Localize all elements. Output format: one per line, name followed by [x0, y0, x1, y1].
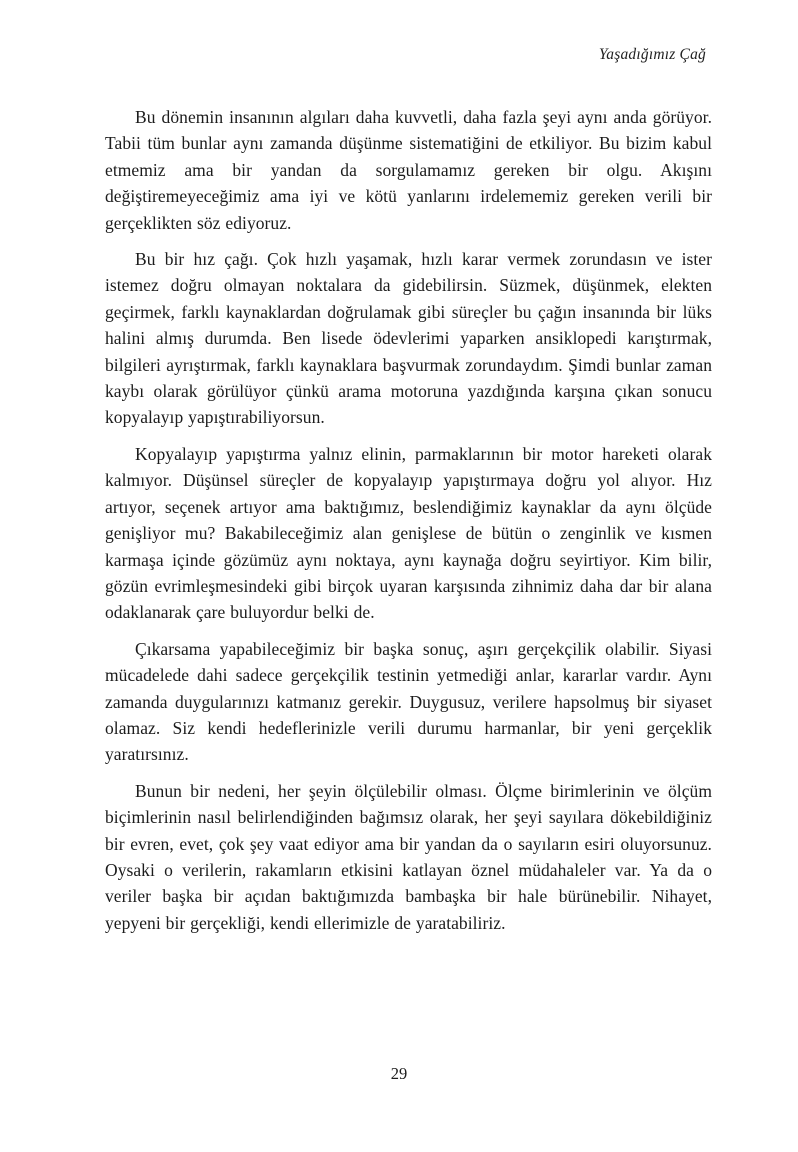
running-header: Yaşadığımız Çağ: [598, 46, 706, 63]
paragraph-4: Çıkarsama yapabileceğimiz bir başka sonuç, aşırı gerçekçilik olabilir. Siyasi mücadelede dahi sadece gerçekçilik testinin yetmediği anlar, kararlar vardır. Aynı zamanda duygularınızı katmanız gerekir. Duygusuz, verilere hapsolmuş bir siyaset olamaz. Siz kendi hedeflerinizle verili durumu harmanlar, bir yeni gerçeklik yaratırsınız.: [105, 638, 712, 765]
paragraph-5: Bunun bir nedeni, her şeyin ölçülebilir olması. Ölçme birimlerinin ve ölçüm biçimlerinin nasıl belirlendiğinden bağımsız olarak, her şeyi sayılara dökebildiğiniz bir evren, evet, çok şey vaat ediyor ama bir yandan da o sayıların esiri oluyorsunuz. Oysaki o verilerin, rakamların etkisini katlayan öznel müdahaleler var. Ya da o veriler başka bir açıdan baktığımızda bambaşka bir hale bürünebilir. Nihayet, yepyeni bir gerçekliği, kendi ellerimizle de yaratabiliriz.: [105, 780, 712, 933]
paragraph-1: Bu dönemin insanının algıları daha kuvvetli, daha fazla şeyi aynı anda görüyor. Tabii tüm bunlar aynı zamanda düşünme sistematiğini de etkiliyor. Bu bizim kabul etmemiz ama bir yandan da sorgulamamız gereken bir olgu. Akışını değiştiremeyeceğimiz ama iyi ve kötü yanlarını irdelememiz gereken verili bir gerçeklikten söz ediyoruz.: [105, 107, 712, 233]
paragraph-2: Bu bir hız çağı. Çok hızlı yaşamak, hızlı karar vermek zorundasın ve ister istemez doğru olmayan noktalara da gidebilirsin. Süzmek, düşünmek, elekten geçirmek, farklı kaynaklardan doğrulamak gibi süreçler bu çağın insanında bir lüks halini almış durumda. Ben lisede ödevlerimi yaparken ansiklopedi karıştırmak, bilgileri ayrıştırmak, farklı kaynaklara başvurmak zorundaydım. Şimdi bunlar zaman kaybı olarak görülüyor çünkü arama motoruna yazdığında karşına çıkan sonucu kopyalayıp yapıştırabiliyorsun.: [105, 249, 712, 428]
paragraph-3: Kopyalayıp yapıştırma yalnız elinin, parmaklarının bir motor hareketi olarak kalmıyor. Düşünsel süreçler de kopyalayıp yapıştırmaya doğru yol alıyor. Hız artıyor, seçenek artıyor ama baktığımız, beslendiğimiz kaynaklar da aynı ölçüde genişliyor mu? Bakabileceğimiz alan genişlese de bütün o zenginlik ve kısmen karmaşa içinde gözümüz aynı noktaya, aynı kaynağa doğru seyirtiyor. Kim bilir, gözün evrimleşmesindeki gibi birçok uyaran karşısında zihnimiz daha dar bir alana odaklanarak çare buluyordur belki de.: [105, 443, 712, 623]
page-number: 29: [390, 1064, 408, 1083]
body-text: [105, 104, 712, 946]
